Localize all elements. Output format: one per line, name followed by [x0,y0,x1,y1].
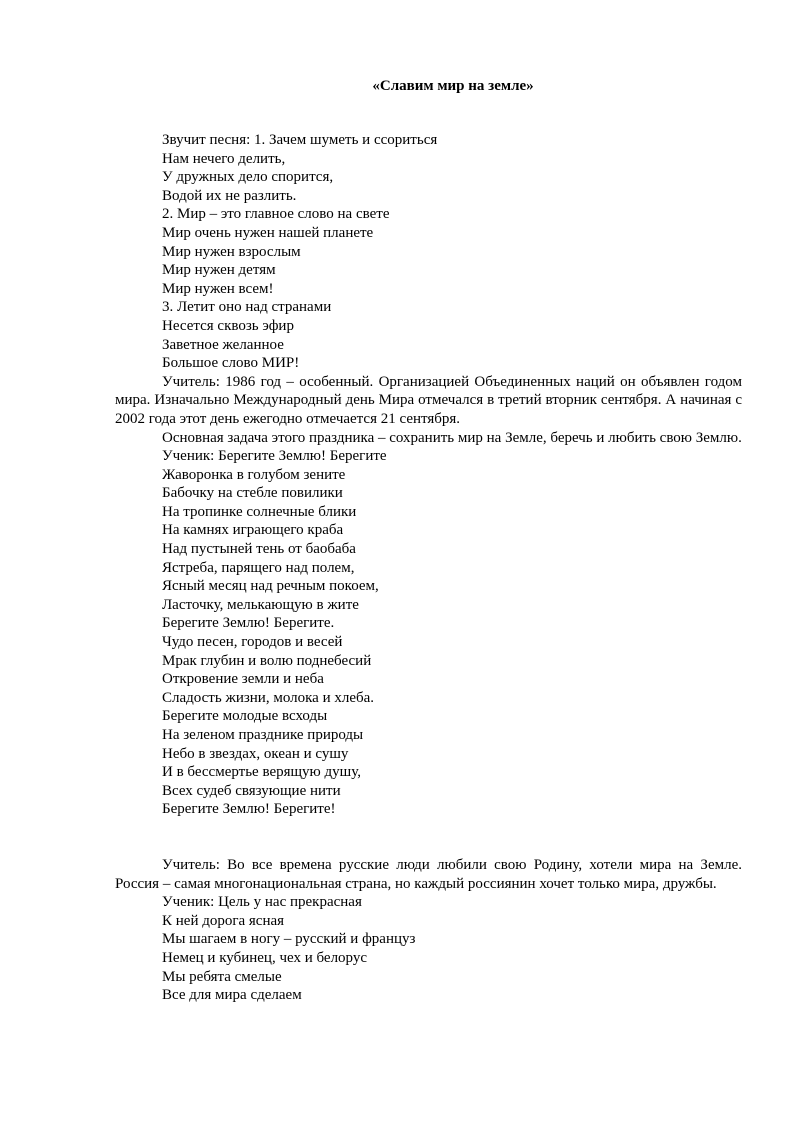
verse-line: Мрак глубин и волю поднебесий [162,652,372,669]
verse-line: Мир нужен всем! [162,280,274,297]
verse-line: У дружных дело спорится, [162,169,334,186]
verse-line: Берегите Землю! Берегите! [162,801,336,818]
verse-line: Мы ребята смелые [162,968,282,985]
verse-line: Откровение земли и неба [162,671,324,688]
paragraph: Учитель: Во все времена русские люди любили свою Родину, хотели мира на Земле. Россия – самая многонациональная страна, но каждый россиянин хочет только мира, дружбы. [115,856,742,892]
verse-line: Ястреба, парящего над полем, [162,559,355,576]
verse-line: Ласточку, мелькающую в жите [162,596,359,613]
verse-line: Небо в звездах, океан и сушу [162,745,349,762]
verse-line: Берегите Землю! Берегите. [162,615,335,632]
verse-line: 2. Мир – это главное слово на свете [162,206,390,223]
verse-line: Ученик: Берегите Землю! Берегите [162,448,387,465]
verse-line: Заветное желанное [162,336,284,353]
verse-line: Над пустыней тень от баобаба [162,541,356,558]
verse-line: 3. Летит оно над странами [162,299,332,316]
paragraph: Учитель: 1986 год – особенный. Организацией Объединенных наций он объявлен годом мира. Изначально Международный день Мира отмечался в третий вторник сентября. А начиная с 2002 года этот день ежегодно отмечается 21 сентября. [115,373,742,427]
verse-line: Звучит песня: 1. Зачем шуметь и ссориться [162,132,438,148]
verse-line: На зеленом празднике природы [162,727,364,743]
verse-line: Берегите молодые всходы [162,708,328,725]
document-body [115,131,742,1005]
verse-line: Мир нужен детям [162,262,276,279]
verse-line: Большое слово МИР! [162,355,300,372]
verse-line: Мы шагаем в ногу – русский и француз [162,931,416,948]
blank-spacer [115,819,742,856]
verse-line: И в бессмертье верящую душу, [162,764,361,781]
verse-line: Все для мира сделаем [162,987,302,1004]
verse-line: Несется сквозь эфир [162,317,294,334]
verse-line: Водой их не разлить. [162,187,297,204]
verse-line: Жаворонка в голубом зените [162,466,346,483]
verse-line: Мир нужен взрослым [162,243,301,260]
verse-line: К ней дорога ясная [162,912,285,929]
verse-line: Мир очень нужен нашей планете [162,224,374,241]
verse-line: Бабочку на стебле повилики [162,485,343,502]
verse-line: На тропинке солнечные блики [162,503,357,520]
verse-line: Нам нечего делить, [162,150,286,167]
verse-line: Немец и кубинец, чех и белорус [162,949,368,966]
verse-line: Ученик: Цель у нас прекрасная [162,894,362,911]
verse-line: На камнях играющего краба [162,522,344,539]
document-title: «Славим мир на земле» [372,78,534,94]
verse-line: Сладость жизни, молока и хлеба. [162,689,375,706]
verse-line: Всех судеб связующие нити [162,782,341,799]
verse-line: Чудо песен, городов и весей [162,634,343,651]
verse-line: Ясный месяц над речным покоем, [162,578,379,595]
paragraph: Основная задача этого праздника – сохранить мир на Земле, беречь и любить свою Землю. [162,429,742,446]
